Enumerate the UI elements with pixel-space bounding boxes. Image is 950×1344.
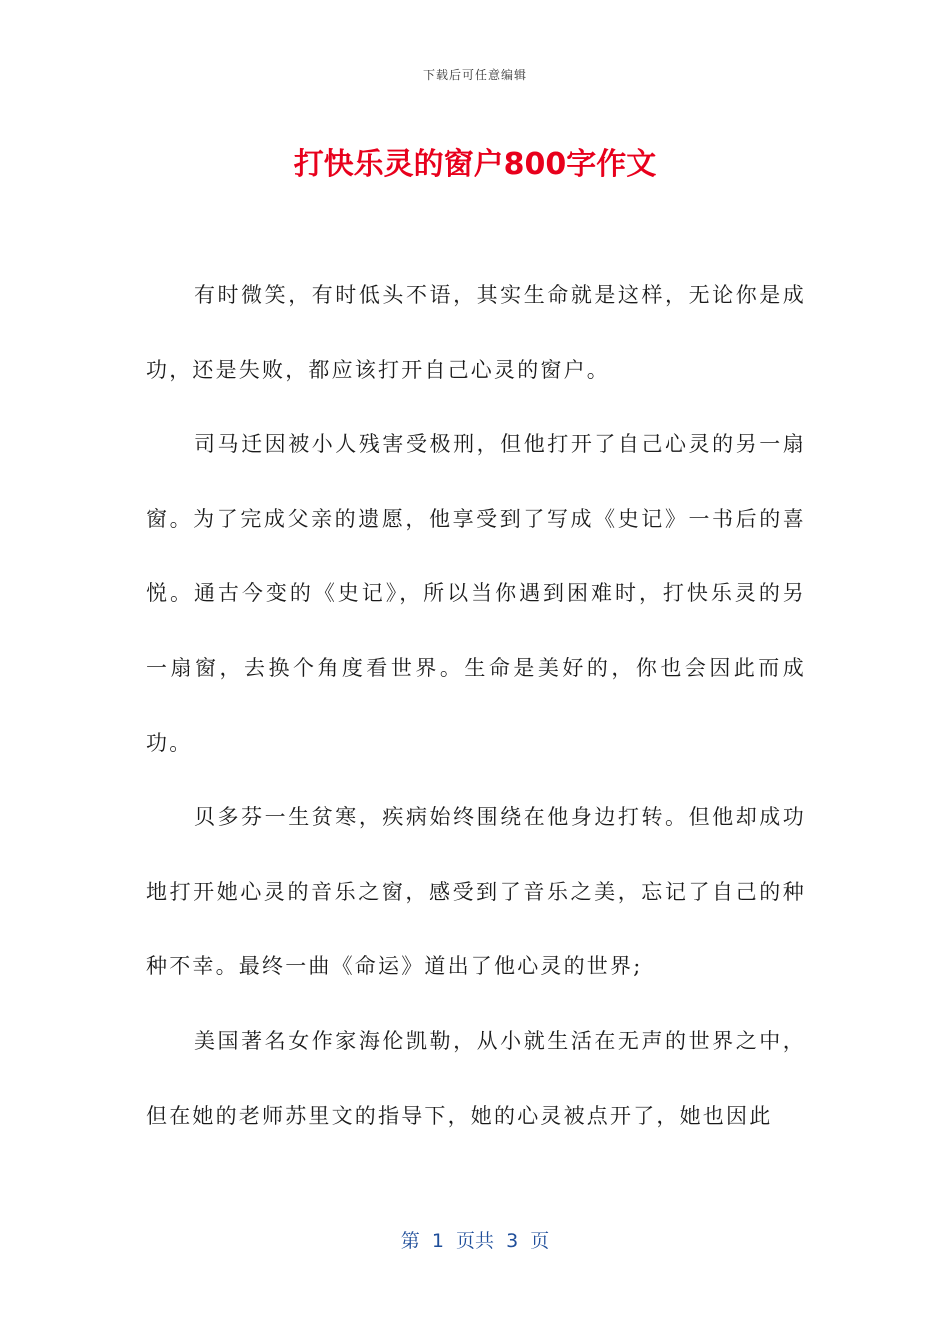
paragraph: 有时微笑，有时低头不语，其实生命就是这样，无论你是成功，还是失败，都应该打开自己心灵的窗户。 xyxy=(146,283,806,382)
paragraph: 美国著名女作家海伦凯勒，从小就生活在无声的世界之中，但在她的老师苏里文的指导下，她的心灵被点开了，她也因此 xyxy=(146,1028,806,1128)
document-body xyxy=(146,258,806,1153)
document-title: 打快乐灵的窗户800字作文 xyxy=(293,147,657,182)
header-note: 下载后可任意编辑 xyxy=(422,68,527,82)
paragraph: 贝多芬一生贫寒，疾病始终围绕在他身边打转。但他却成功地打开她心灵的音乐之窗，感受到了音乐之美，忘记了自己的种种不幸。最终一曲《命运》道出了他心灵的世界; xyxy=(146,805,806,979)
paragraph: 司马迁因被小人残害受极刑，但他打开了自己心灵的另一扇窗。为了完成父亲的遗愿，他享受到了写成《史记》一书后的喜悦。通古今变的《史记》，所以当你遇到困难时，打快乐灵的另一扇窗，去换个角度看世界。生命是美好的，你也会因此而成功。 xyxy=(146,432,806,755)
page-number-footer: 第 1 页共 3 页 xyxy=(400,1230,550,1252)
